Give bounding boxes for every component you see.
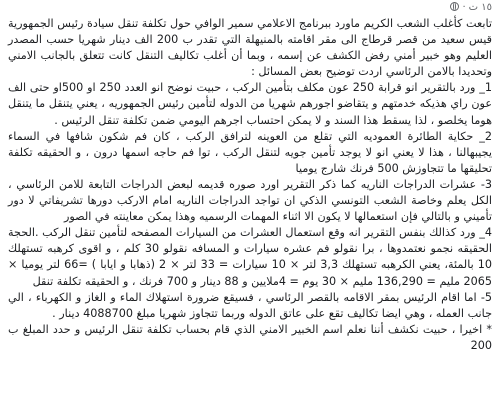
post-meta bbox=[8, 2, 492, 16]
post-paragraph-intro: تابعت كأغلب الشعب الكريم ماورد ببرنامج الاعلامي سمير الوافي حول تكلفة تنقل سيادة رئيس الجمهورية قيس سعيد من قصر قرطاج الى مقر اقامته بالمنيهلة التي تقدر ب 200 الف دينار شهريا حسب المصدر العليم وهو خبير أمني رفض الكشف عن إسمه ، وبما أن أغلب تكاليف التنقل كانت تتعلق بالجانب الامني وتحديدا بالامن الرئاسي اردت توضيح بعض المسائل : bbox=[8, 17, 493, 79]
post-paragraph-4: 4_ ورد كذالك بنفس التقرير انه وقع استعمال العشرات من السيارات المصفحه لتأمين تنقل الركب .الحجة الحقيقه نجمو نعتمدوها ، برا نقولو فم عشره سيارات و المسافه نقولو 30 كلم ، و اقوى كرهبه تستهلك 10 بالمئة، يعني الكرهبه تستهلك 3,3 لتر × 10 سيارات = 33 لتر × 2 (ذهابا و ايابا ) =66 لتر يوميا × 2065 مليم = 136,290 مليم × 30 يوم = 4ملايين و 88 دينار و 700 فرنك ، و الحقيقه تكلفة تنقل bbox=[8, 226, 493, 288]
post-paragraph-5: 5- اما اقام الرئيس بمقر الاقامه بالقصر الرئاسي ، فسيقع ضرورة استهلاك الماء و الغاز و الكهرباء ، الي جانب العمله ، وهي ايضا تكاليف تقع على عاتق الدوله وربما تتجاوز شهريا مبلغ 4088700 دينار . bbox=[8, 290, 492, 320]
post-paragraph-2: 2_ حكاية الطائرة العموديه التي تقلع من العوينه لترافق الركب ، كان فم شكون شافها في السماء يجيبهالنا ، هذا لا يعني انو لا يوجد تأمين جويه لتنقل الركب ، توا فم حاجه اسمها درون ، و الحقيقه تكلفة تحليقها ما تتجاوزش 500 فرنك شارج يوميا bbox=[8, 129, 492, 175]
post-body bbox=[8, 16, 492, 354]
post-paragraph-1: 1_ ورد بالتقرير انو قرابة 250 عون مكلف بتأمين الركب ، حبيت نوضح انو العدد 250 او 500او حتى الف عون راي هذيكه خدمتهم و يتقاضو اجورهم شهريا من الدوله لتأمين رئيس الجمهوريه ، يعني يتنقل ما يتنقل هوما يخلصو ، لذا يسقط هذا السند و لا يمكن احتساب اجرهم اليومي ضمن تكلفة تنقل الرئيس . bbox=[8, 81, 492, 127]
separator-dot: · bbox=[462, 2, 466, 13]
post-time[interactable]: ١٥ ت bbox=[468, 2, 492, 13]
post-paragraph-3: 3- عشرات الدراجات الناريه كما ذكر التقرير اورد صوره قديمه لبعض الدراجات التابعة للامن الرئاسي ، الكل يعلم وخاصة الشعب التونسي الذكي ان تواجد الدراجات الناريه امام الاركب دورها تشريفاتي لا دور تأميني و بالتالي فإن استعمالها لا يكون الا اثناء المهمات الرسميه وهذا يمكن معاينته في الصور bbox=[8, 177, 492, 224]
globe-icon bbox=[450, 2, 459, 11]
post-paragraph-final: * اخيرا ، حبيت نكشف أننا نعلم اسم الخبير الامني الذي قام بحساب تكلفة تنقل الرئيس و حدد المبلغ ب 200 bbox=[8, 322, 492, 352]
